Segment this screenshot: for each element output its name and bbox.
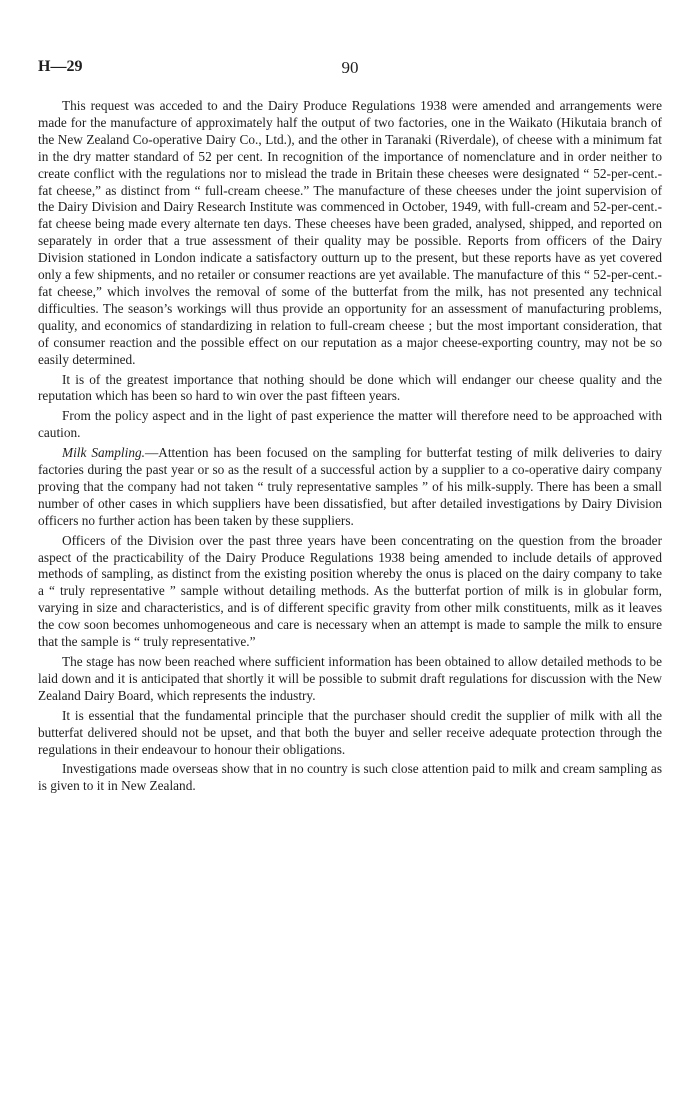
section-run-in-heading: Milk Sampling. (62, 445, 145, 461)
paragraph: The stage has now been reached where sufficient information has been obtained to allow detailed methods to be laid down and it is anticipated that shortly it will be possible to submit draft regulations for discussion with the New Zealand Dairy Board, which represents the industry. (38, 654, 662, 703)
page-header (38, 58, 662, 84)
paragraph: Investigations made overseas show that in no country is such close attention paid to milk and cream sampling as is given to it in New Zealand. (38, 761, 662, 794)
paragraph: This request was acceded to and the Dairy Produce Regulations 1938 were amended and arrangements were made for the manufacture of approximately half the output of two factories, one in the Waikato (Hikutaia branch of the New Zealand Co-operative Dairy Co., Ltd.), and the other in Taranaki (Riverdale), of cheese with a minimum fat in the dry matter standard of 52 per cent. In recognition of the importance of nomenclature and in order neither to create conflict with the regulations nor to mislead the trade in Britain these cheeses were designated “ 52-per-cent.-fat cheese,” as distinct from “ full-cream cheese.” The manufacture of these cheeses under the joint supervision of the Dairy Division and Dairy Research Institute was commenced in October, 1949, with full-cream and 52-per-cent.-fat cheese being made every alternate ten days. These cheeses have been graded, analysed, shipped, and reported on separately in order that a true assessment of their quality may be possible. Reports from officers of the Dairy Division stationed in London indicate a satisfactory outturn up to the present, but these reports have as yet covered only a few shipments, and no retailer or consumer reactions are yet available. The manufacture of this “ 52-per-cent.-fat cheese,” which involves the removal of some of the butterfat from the milk, has not presented any technical difficulties. The season’s workings will thus provide an opportunity for an assessment of manufacturing problems, quality, and economics of standardizing in relation to full-cream cheese ; but the most important consideration, that of consumer reaction and the possible effect on our reputation as a major cheese-exporting country, may not be so easily determined. (38, 98, 662, 367)
body-text (38, 98, 662, 795)
paragraph: It is of the greatest importance that nothing should be done which will endanger our cheese quality and the reputation which has been so hard to win over the past fifteen years. (38, 371, 662, 404)
paragraph: Officers of the Division over the past three years have been concentrating on the question from the broader aspect of the practicability of the Dairy Produce Regulations 1938 being amended to include details of approved methods of sampling, as distinct from the existing position whereby the onus is placed on the dairy company to take a “ truly representative ” sample without detailing methods. As the butterfat portion of milk is in globular form, varying in size and characteristics, and is of different specific gravity from other milk constituents, milk as it leaves the cow soon becomes unhomogeneous and care is necessary when an attempt is made to sample the milk to ensure that the sample is “ truly representative.” (38, 532, 662, 650)
document-reference: H—29 (38, 58, 83, 75)
paragraph: Milk Sampling.—Attention has been focused on the sampling for butterfat testing of milk deliveries to dairy factories during the past year or so as the result of a successful action by a supplier to a co-operative dairy company proving that the company had not taken “ truly representative samples ” of his milk-supply. There has been a small number of other cases in which suppliers have been dissatisfied, but after detailed investigations by Dairy Division officers no further action has been taken by these suppliers. (38, 445, 663, 528)
paragraph: From the policy aspect and in the light of past experience the matter will therefore need to be approached with caution. (38, 408, 662, 441)
page-number: 90 (341, 58, 359, 77)
paragraph: It is essential that the fundamental principle that the purchaser should credit the supplier of milk with all the butterfat delivered should not be upset, and that both the buyer and seller receive adequate protection through the regulations in their endeavour to honour their obligations. (38, 707, 662, 757)
